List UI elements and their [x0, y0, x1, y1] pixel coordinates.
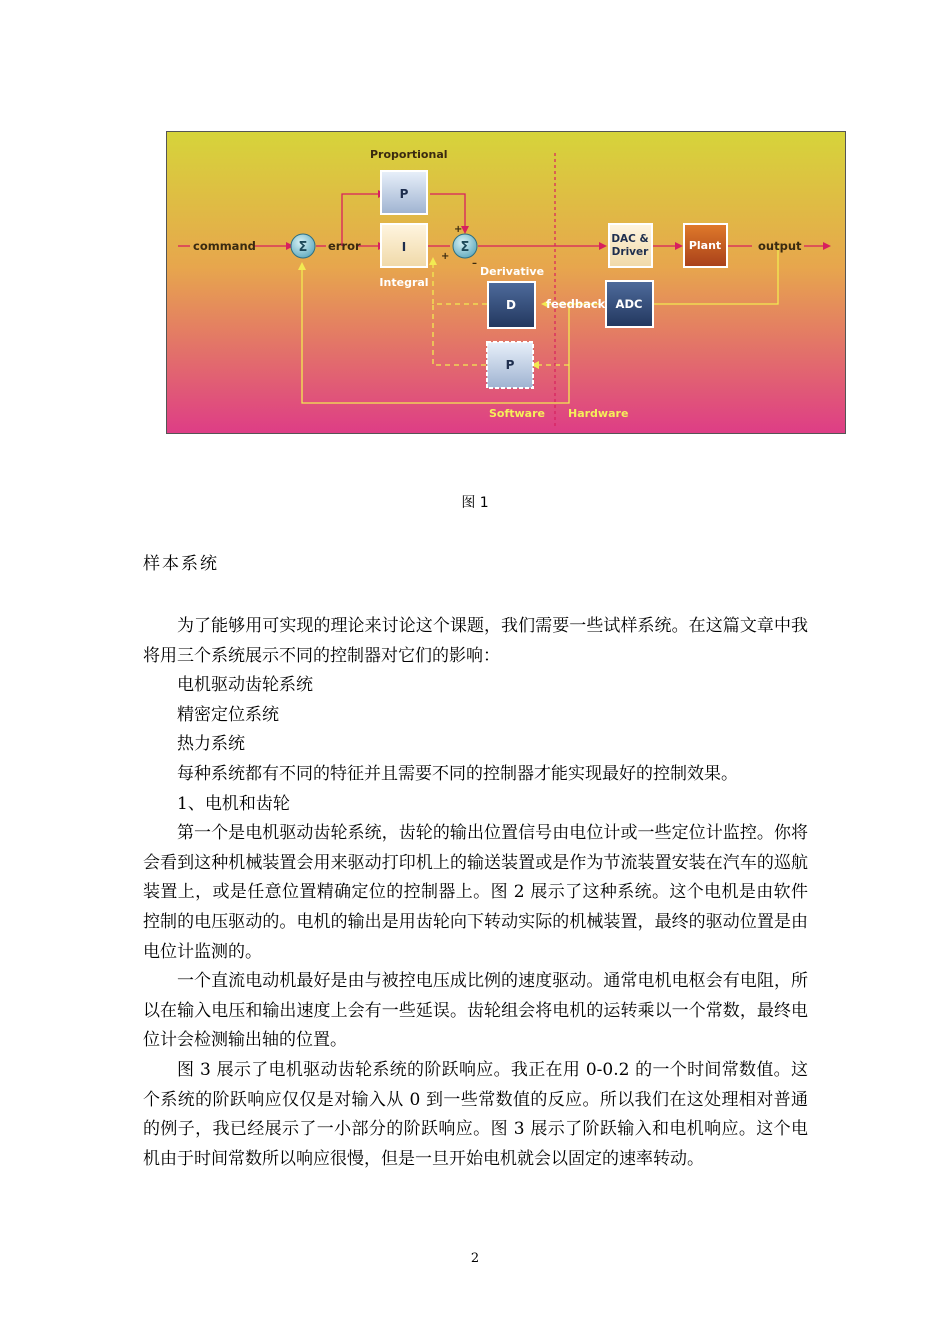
list-item: 热力系统 [177, 734, 245, 755]
proportional-block-label: P [399, 187, 409, 201]
derivative-label: Derivative [480, 265, 545, 278]
paragraph: 第一个是电机驱动齿轮系统，齿轮的输出位置信号由电位计或一些定位计监控。你将会看到这种机械装置会用来驱动打印机上的输送装置或是作为节流装置安装在汽车的巡航装置上，或是任意位置精确定位的控制器上。图 2 展示了这种系统。这个电机是由软件控制的电压驱动的。电机的输出是用齿轮向下转动实际的机械装置，最终的驱动位置是由电位计监测的。 [143, 823, 808, 962]
section-heading: 样本系统 [143, 554, 219, 574]
figure-caption: 图 1 [461, 495, 489, 511]
proportional-label: Proportional [370, 148, 448, 161]
sum-symbol-1: Σ [298, 240, 308, 255]
integral-block-label: I [401, 240, 407, 254]
derivative-block-label: D [506, 298, 516, 312]
page-number: 2 [470, 1251, 480, 1266]
paragraph: 图 3 展示了电机驱动齿轮系统的阶跃响应。我正在用 0-0.2 的一个时间常数值。这个系统的阶跃响应仅仅是对输入从 0 到一些常数值的反应。所以我们在这处理相对普通的例子，我已经展示了一小部分的阶跃响应。图 3 展示了阶跃输入和电机响应。这个电机由于时间常数所以响应很慢，但是一旦开始电机就会以固定的速率转动。 [143, 1059, 808, 1169]
adc-label: ADC [615, 297, 643, 311]
feedback-p-block-label: P [505, 358, 515, 372]
paragraph: 一个直流电动机最好是由与被控电压成比例的速度驱动。通常电机电枢会有电阻，所以在输入电压和输出速度上会有一些延误。齿轮组会将电机的运转乘以一个常数，最终电位计会检测输出轴的位置。 [143, 971, 808, 1051]
plus-sign-top: + [454, 224, 463, 235]
pid-block-diagram [166, 131, 846, 434]
body-text [143, 612, 808, 1174]
dac-label-line2: Driver [611, 246, 649, 258]
paragraph: 每种系统都有不同的特征并且需要不同的控制器才能实现最好的控制效果。 [177, 763, 738, 784]
minus-sign: – [472, 258, 477, 269]
sum-symbol-2: Σ [460, 240, 470, 255]
paragraph: 为了能够用可实现的理论来讨论这个课题，我们需要一些试样系统。在这篇文章中我将用三个系统展示不同的控制器对它们的影响： [143, 616, 808, 666]
plant-label: Plant [688, 239, 722, 252]
software-label: Software [489, 407, 545, 420]
command-label: command [193, 239, 256, 253]
integral-label: Integral [379, 276, 429, 289]
dac-label-line1: DAC & [611, 233, 649, 245]
output-label: output [758, 239, 802, 253]
feedback-label: feedback [546, 297, 606, 311]
error-label: error [328, 239, 361, 253]
list-item: 电机驱动齿轮系统 [177, 675, 313, 696]
list-item: 精密定位系统 [177, 704, 279, 725]
plus-sign-left: + [441, 251, 450, 262]
hardware-label: Hardware [568, 407, 629, 420]
subheading: 1、电机和齿轮 [177, 793, 290, 814]
